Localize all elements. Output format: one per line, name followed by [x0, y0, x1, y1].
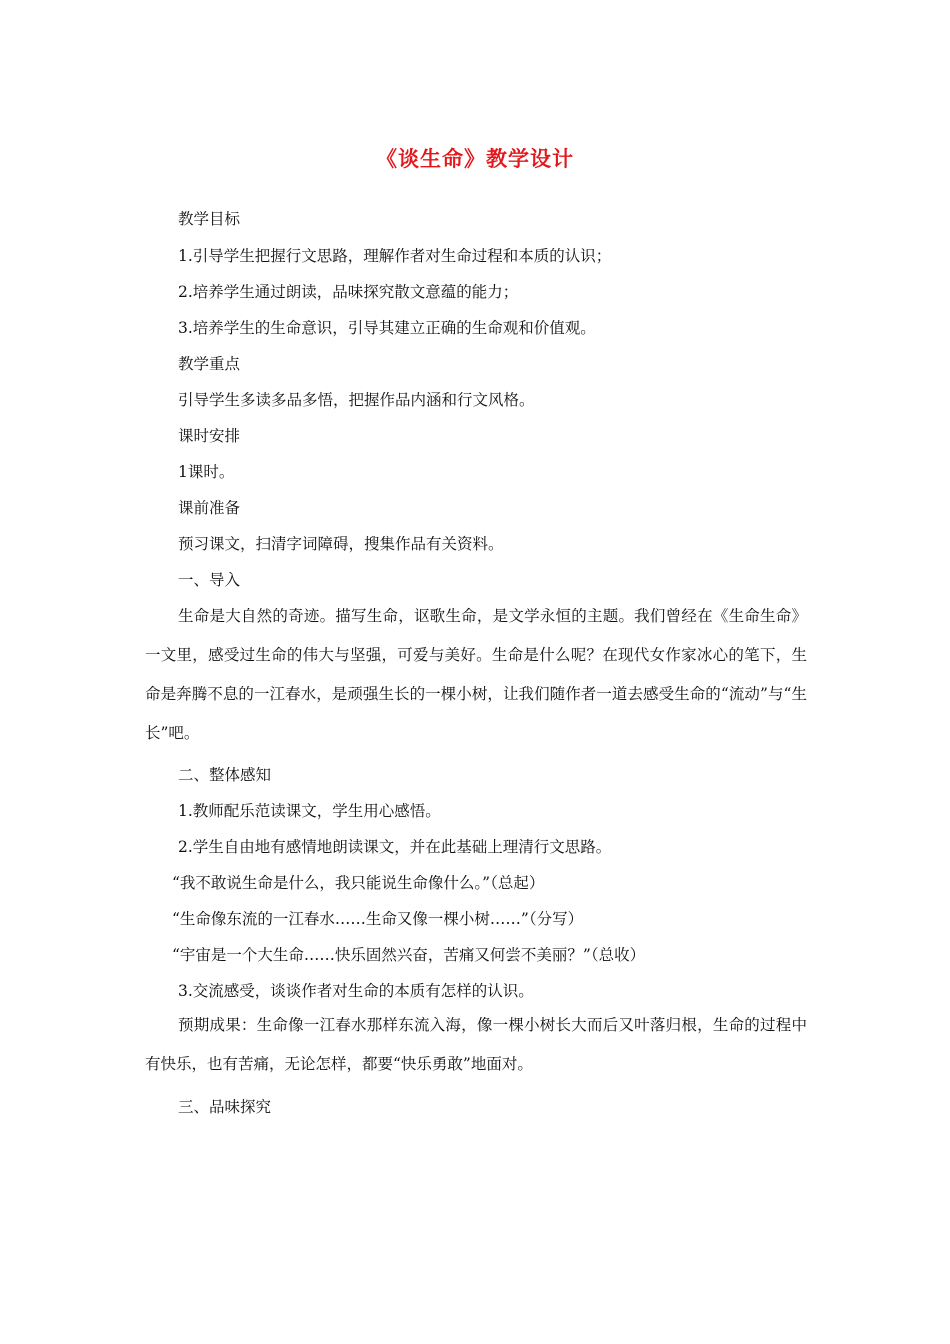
- goal-item-2: 2.培养学生通过朗读，品味探究散文意蕴的能力；: [178, 283, 519, 301]
- quote-closing: “宇宙是一个大生命……快乐固然兴奋，苦痛又何尝不美丽？”（总收）: [172, 946, 646, 964]
- introduction-paragraph: 生命是大自然的奇迹。描写生命，讴歌生命，是文学永恒的主题。我们曾经在《生命生命》一文里，感受过生命的伟大与坚强，可爱与美好。生命是什么呢？在现代女作家冰心的笔下，生命是奔腾不息的一江春水，是顽强生长的一棵小树，让我们随作者一道去感受生命的“流动”与“生长”吧。: [145, 607, 807, 742]
- section-appreciation: 三、品味探究: [178, 1098, 272, 1116]
- schedule-text: 1课时。: [178, 463, 235, 481]
- perception-step-1: 1.教师配乐范读课文，学生用心感悟。: [178, 802, 441, 820]
- quote-body: “生命像东流的一江春水……生命又像一棵小树……”（分写）: [172, 910, 584, 928]
- goal-item-3: 3.培养学生的生命意识，引导其建立正确的生命观和价值观。: [178, 319, 596, 337]
- heading-teaching-goals: 教学目标: [178, 210, 241, 228]
- preparation-text: 预习课文，扫清字词障碍，搜集作品有关资料。: [178, 535, 504, 553]
- heading-preparation: 课前准备: [178, 499, 241, 517]
- quote-opening: “我不敢说生命是什么，我只能说生命像什么。”（总起）: [172, 874, 545, 892]
- focus-text: 引导学生多读多品多悟，把握作品内涵和行文风格。: [178, 391, 535, 409]
- perception-step-3: 3.交流感受，谈谈作者对生命的本质有怎样的认识。: [178, 982, 534, 1000]
- document-title: 《谈生命》教学设计: [376, 147, 574, 171]
- heading-schedule: 课时安排: [178, 427, 241, 445]
- perception-step-2: 2.学生自由地有感情地朗读课文，并在此基础上理清行文思路。: [178, 838, 612, 856]
- expected-outcome-paragraph: 预期成果：生命像一江春水那样东流入海，像一棵小树长大而后又叶落归根，生命的过程中有快乐，也有苦痛，无论怎样，都要“快乐勇敢”地面对。: [145, 1016, 807, 1073]
- heading-teaching-focus: 教学重点: [178, 355, 241, 373]
- goal-item-1: 1.引导学生把握行文思路，理解作者对生命过程和本质的认识；: [178, 247, 612, 265]
- section-overall-perception: 二、整体感知: [178, 766, 272, 784]
- section-introduction: 一、导入: [178, 571, 241, 589]
